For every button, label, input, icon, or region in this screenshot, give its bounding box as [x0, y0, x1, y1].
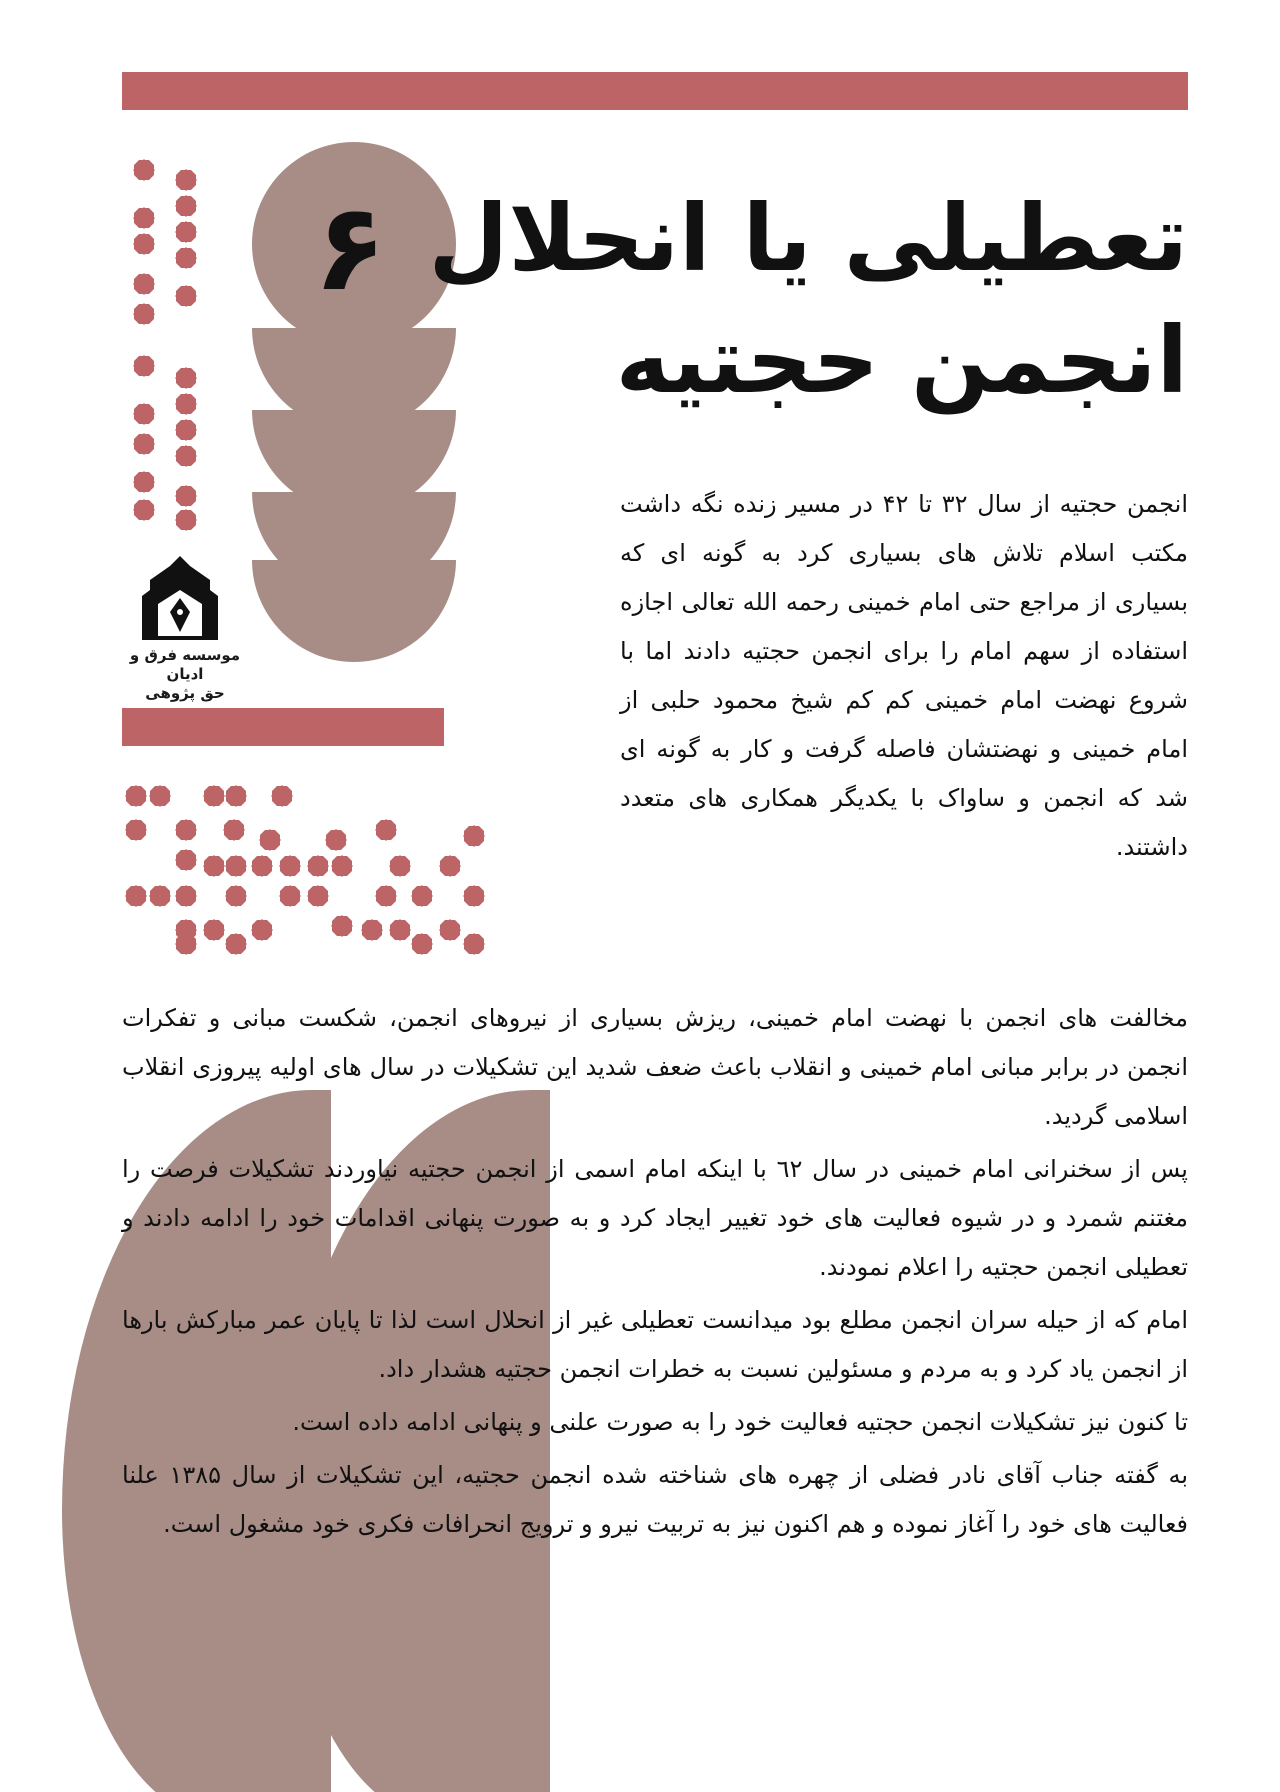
top-accent-bar — [122, 72, 1188, 110]
institute-name-line-2: حق پژوهی — [145, 684, 225, 702]
body-text — [122, 994, 1188, 1553]
episode-number: ۶ — [313, 178, 387, 318]
body-paragraph: امام که از حیله سران انجمن مطلع بود میدانست تعطیلی غیر از انحلال است لذا تا پایان عمر مبارکش بارها از انجمن یاد کرد و به مردم و مسئولین نسبت به خطرات انجمن حجتیه هشدار داد. — [122, 1306, 1188, 1383]
body-paragraph: مخالفت های انجمن با نهضت امام خمینی، ریزش بسیاری از نیروهای انجمن، شکست مبانی و تفکرات انجمن در برابر مبانی امام خمینی و انقلاب باعث ضعف شدید این تشکیلات در سال های اولیه پیروزی انقلاب اسلامی گردید. — [122, 1004, 1188, 1130]
dot-pattern-bottom — [125, 785, 485, 955]
institute-name — [120, 646, 250, 703]
body-paragraph: تا کنون نیز تشکیلات انجمن حجتیه فعالیت خود را به صورت علنی و پنهانی ادامه داده است. — [292, 1408, 1188, 1436]
institute-logo-icon — [142, 556, 218, 640]
title-line-2: انجمن حجتیه — [615, 307, 1188, 414]
page-title — [428, 178, 1188, 422]
middle-accent-bar — [122, 708, 444, 746]
title-line-1: تعطیلی یا انحلال — [428, 185, 1188, 292]
institute-name-line-1: موسسه فرق و ادیان — [129, 646, 241, 683]
intro-paragraph: انجمن حجتیه از سال ۳۲ تا ۴۲ در مسیر زنده نگه داشت مکتب اسلام تلاش های بسیاری کرد به گونه ای که بسیاری از مراجع حتی امام خمینی رحمه الله تعالی اجازه استفاده از سهم امام را برای انجمن حجتیه دادند اما با شروع نهضت امام خمینی کم کم شیخ محمود حلبی از امام خمینی و نهضتشان فاصله گرفت و کار به گونه ای شد که انجمن و ساواک با یکدیگر همکاری های متعدد داشتند. — [620, 490, 1189, 861]
dot-pattern-top — [133, 159, 197, 531]
body-paragraph: به گفته جناب آقای نادر فضلی از چهره های شناخته شده انجمن حجتیه، این تشکیلات از سال ۱۳۸۵ علنا فعالیت های خود را آغاز نموده و هم اکنون نیز به تربیت نیرو و ترویج انحرافات فکری خود مشغول است. — [122, 1461, 1189, 1538]
body-paragraph: پس از سخنرانی امام خمینی در سال ٦٢ با اینکه امام اسمی از انجمن حجتیه نیاوردند تشکیلات فرصت را مغتنم شمرد و در شیوه فعالیت های خود تغییر ایجاد کرد و به صورت پنهانی اقدامات خود را ادامه دادند و تعطیلی انجمن حجتیه را اعلام نمودند. — [122, 1155, 1188, 1281]
